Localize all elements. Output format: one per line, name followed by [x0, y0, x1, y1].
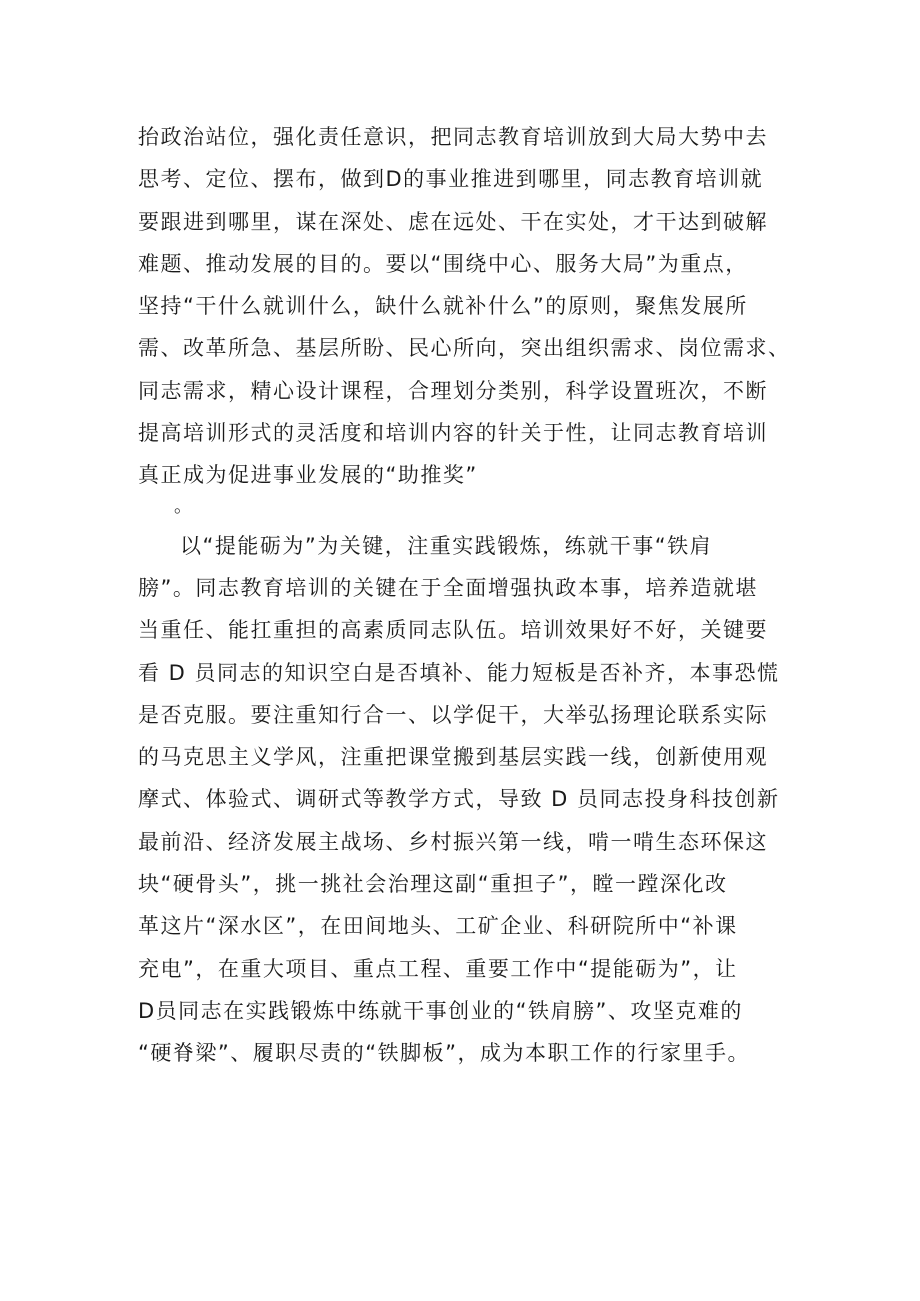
paragraph-2-line: 以“提能砺为”为关键，注重实践锻炼，练就干事“铁肩 — [180, 533, 713, 558]
paragraph-2-line: 最前沿、经济发展主战场、乡村振兴第一线，啃一啃生态环保这 — [138, 829, 768, 854]
paragraph-2 — [138, 525, 798, 1075]
paragraph-1-line: 提高培训形式的灵活度和培训内容的针关于性，让同志教育培训 — [138, 421, 768, 446]
paragraph-1-line: 思考、定位、摆布，做到D的事业推进到哪里，同志教育培训就 — [138, 167, 764, 192]
paragraph-1-line: 真正成为促进事业发展的“助推奖” — [138, 463, 478, 488]
paragraph-1-line: 难题、推动发展的目的。要以“围绕中心、服务大局”为重点， — [138, 251, 748, 276]
paragraph-2-line: 膀”。同志教育培训的关键在于全面增强执政本事，培养造就堪 — [138, 575, 758, 600]
paragraph-1 — [138, 116, 798, 525]
paragraph-2-line: 看 D 员同志的知识空白是否填补、能力短板是否补齐，本事恐慌 — [138, 660, 780, 685]
paragraph-2-line: 当重任、能扛重担的高素质同志队伍。培训效果好不好，关键要 — [138, 618, 768, 643]
paragraph-2-line: 充电”，在重大项目、重点工程、重要工作中“提能砺为”，让 — [138, 956, 738, 981]
paragraph-2-line: 革这片“深水区”，在田间地头、工矿企业、科研院所中“补课 — [138, 914, 738, 939]
paragraph-1-trailing-mark: 。 — [174, 495, 194, 517]
paragraph-2-line: “硬脊梁”、履职尽责的“铁脚板”，成为本职工作的行家里手。 — [138, 1041, 751, 1066]
paragraph-1-line: 同志需求，精心设计课程，合理划分类别，科学设置班次，不断 — [138, 378, 768, 403]
paragraph-1-line: 需、改革所急、基层所盼、民心所向，突出组织需求、岗位需求、 — [138, 336, 791, 361]
paragraph-2-line: 的马克思主义学风，注重把课堂搬到基层实践一线，创新使用观 — [138, 745, 768, 770]
paragraph-1-line: 抬政治站位，强化责任意识，把同志教育培训放到大局大势中去 — [138, 125, 768, 149]
paragraph-2-line: 摩式、体验式、调研式等教学方式，导致 D 员同志投身科技创新 — [138, 787, 780, 812]
paragraph-2-line: D员同志在实践锻炼中练就干事创业的“铁肩膀”、攻坚克难的 — [138, 998, 743, 1023]
paragraph-2-line: 是否克服。要注重知行合一、以学促干，大举弘扬理论联系实际 — [138, 702, 768, 727]
document-body — [138, 116, 798, 1075]
paragraph-1-line: 坚持“干什么就训什么，缺什么就补什么”的原则，聚焦发展所 — [138, 294, 748, 319]
paragraph-2-line: 块“硬骨头”，挑一挑社会治理这副“重担子”，瞠一蹚深化改 — [138, 872, 728, 897]
paragraph-1-line: 要跟进到哪里，谋在深处、虑在远处、干在实处，才干达到破解 — [138, 209, 768, 234]
